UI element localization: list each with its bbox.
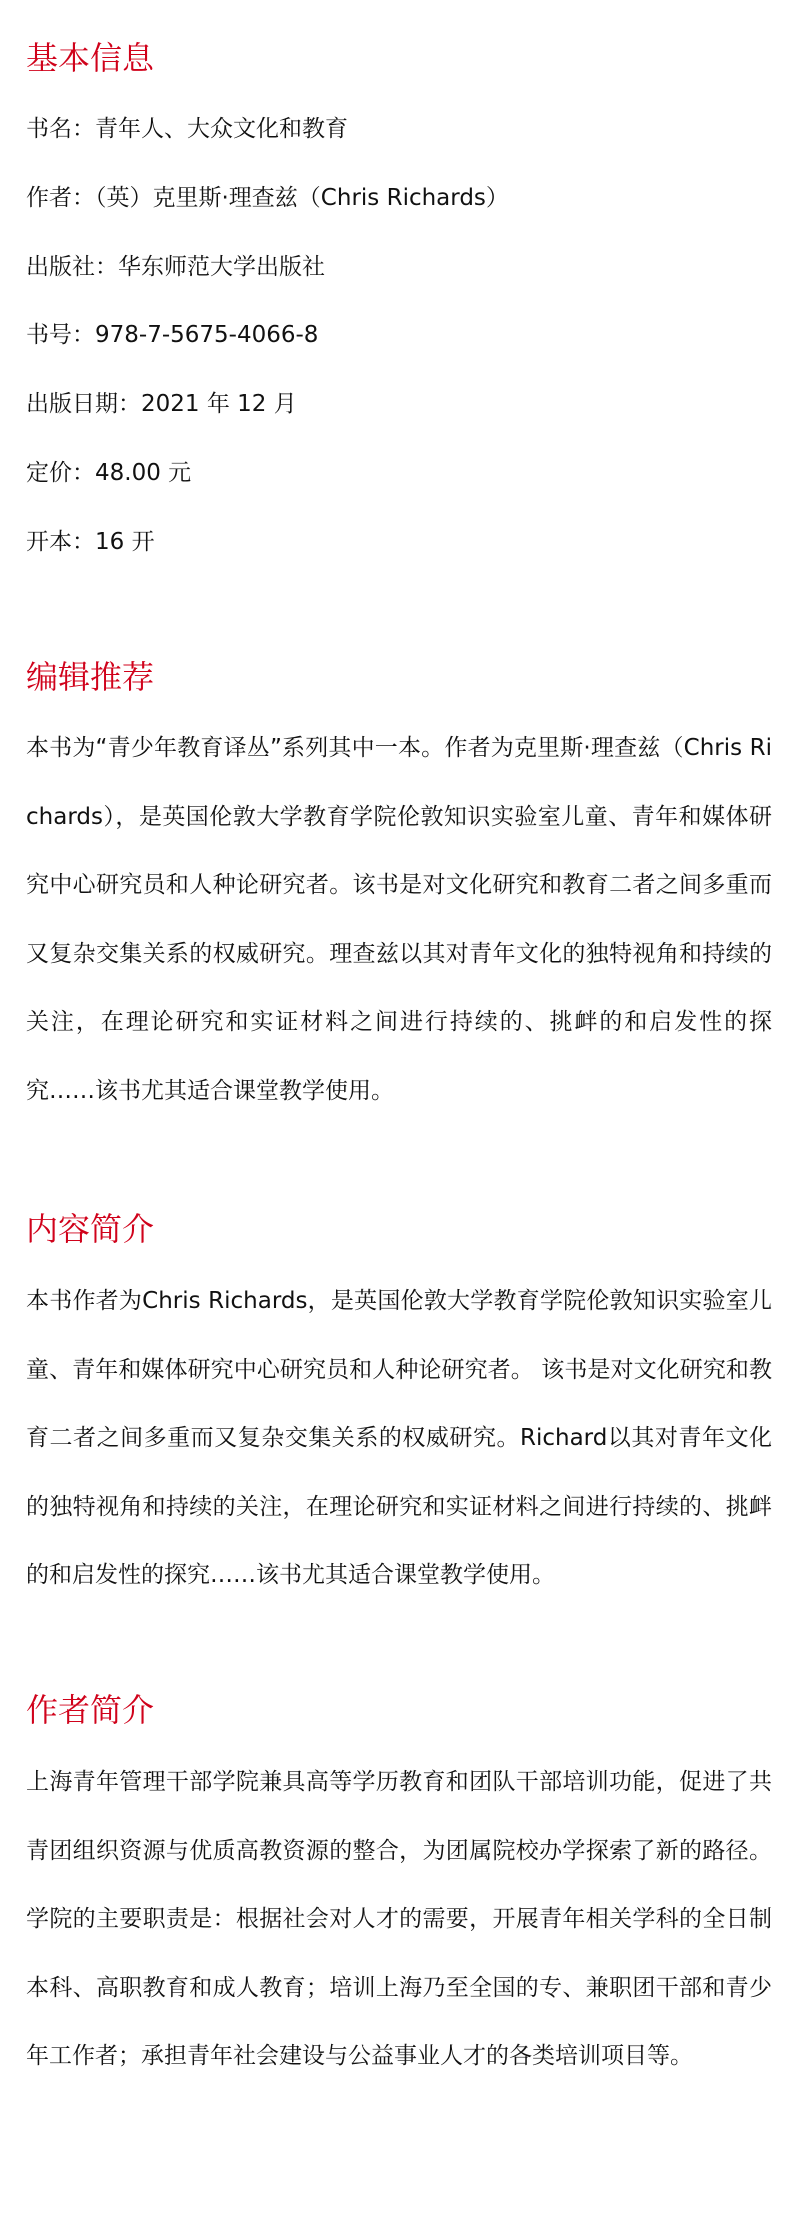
info-publish-date: 出版日期：2021 年 12 月 (26, 391, 297, 417)
author-intro-heading: 作者简介 (26, 1691, 155, 1729)
info-isbn: 书号：978-7-5675-4066-8 (26, 322, 319, 348)
info-author: 作者：（英）克里斯·理查兹（Chris Richards） (26, 185, 509, 211)
basic-info-heading: 基本信息 (26, 39, 155, 77)
author-intro-text: 上海青年管理干部学院兼具高等学历教育和团队干部培训功能，促进了共青团组织资源与优质高教资源的整合，为团属院校办学探索了新的路径。 学院的主要职责是：根据社会对人才的需要，开展青年相关学科的全日制本科、高职教育和成人教育；培训上海乃至全国的专、兼职团干部和青少年工作者；承担青年社会建设与公益事业人才的各类培训项目等。 (26, 1769, 772, 2069)
content-summary-text: 本书作者为Chris Richards，是英国伦敦大学教育学院伦敦知识实验室儿童、青年和媒体研究中心研究员和人种论研究者。 该书是对文化研究和教育二者之间多重而又复杂交集关系的权威研究。Richard以其对青年文化的独特视角和持续的关注，在理论研究和实证材料之间进行持续的、挑衅的和启发性的探究……该书尤其适合课堂教学使用。 (26, 1288, 772, 1588)
info-price: 定价：48.00 元 (26, 460, 192, 486)
editor-recommendation-heading: 编辑推荐 (26, 658, 155, 696)
info-publisher: 出版社：华东师范大学出版社 (26, 254, 325, 280)
info-format: 开本：16 开 (26, 529, 155, 555)
info-book-title: 书名：青年人、大众文化和教育 (26, 116, 348, 142)
editor-recommendation-text: 本书为“青少年教育译丛”系列其中一本。作者为克里斯·理查兹（Chris Richards），是英国伦敦大学教育学院伦敦知识实验室儿童、青年和媒体研究中心研究员和人种论研究者。该书是对文化研究和教育二者之间多重而又复杂交集关系的权威研究。理查兹以其对青年文化的独特视角和持续的关注，在理论研究和实证材料之间进行持续的、挑衅的和启发性的探究……该书尤其适合课堂教学使用。 (26, 735, 772, 1104)
content-summary-heading: 内容简介 (26, 1210, 155, 1248)
